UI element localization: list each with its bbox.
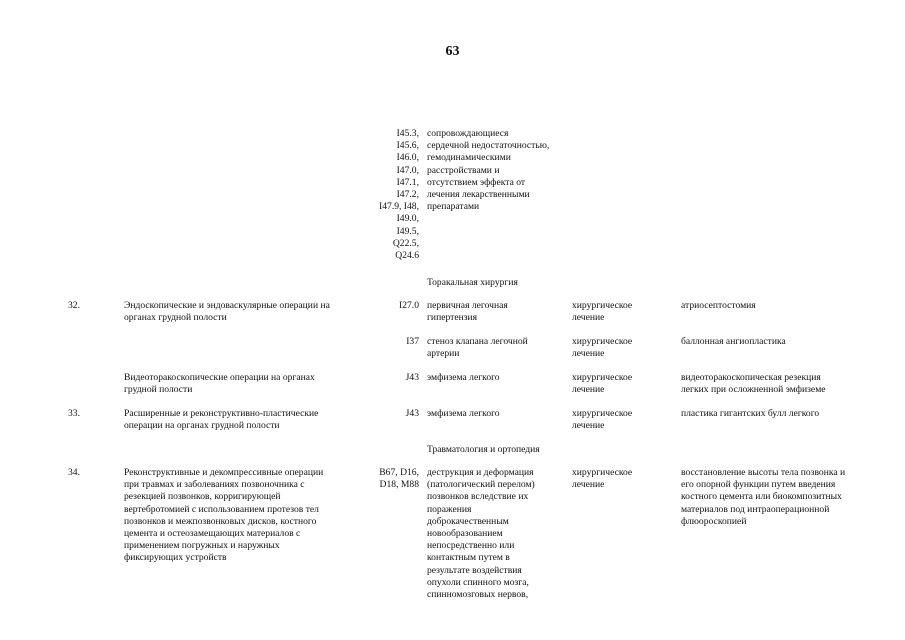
treatment-method: восстановление высоты тела позвонка и его опорной функции путем введения костного цемента или биокомпозитных материалов под интраоперационной флюороскопией [681, 467, 846, 527]
treatment-type: хирургическое лечение [572, 372, 633, 396]
procedure-group-name: Видеоторакоскопические операции на органах грудной полости [124, 372, 315, 396]
procedure-group-name: Эндоскопические и эндоваскулярные операции на органах грудной полости [124, 300, 330, 324]
treatment-type: хирургическое лечение [572, 408, 633, 432]
procedure-group-name: Реконструктивные и декомпрессивные операции при травмах и заболеваниях позвоночника с резекцией позвонков, корригирующей вертебротомией с использованием протезов тел позвонков и межпозвонковых дисков, костного цемента и остеозамещающих материалов с применением погружных и наружных фиксирующих устройств [124, 467, 324, 564]
row-number: 34. [68, 467, 80, 478]
treatment-method: видеоторакоскопическая резекция легких при осложненной эмфиземе [681, 372, 826, 396]
treatment-type: хирургическое лечение [572, 300, 633, 324]
treatment-method: пластика гигантских булл легкого [681, 408, 820, 419]
diagnosis-code: J43 [405, 408, 419, 419]
diagnosis-code: I27.0 [399, 300, 419, 311]
patient-model-continued: сопровождающиеся сердечной недостаточностью, гемодинамическими расстройствами и отсутствием эффекта от лечения лекарственными препаратами [427, 128, 550, 213]
patient-model: деструкция и деформация (патологический перелом) позвонков вследствие их поражения доброкачественным новообразованием непосредственно или контактным путем в результате воздействия опухоли спинного мозга, спинномозговых нервов, [427, 467, 535, 601]
section-heading-trauma: Травматология и ортопедия [427, 444, 540, 455]
procedure-group-name: Расширенные и реконструктивно-пластические операции на органах грудной полости [124, 408, 319, 432]
patient-model: стеноз клапана легочной артерии [427, 336, 528, 360]
patient-model: эмфизема легкого [427, 408, 500, 419]
diagnosis-code: J43 [405, 372, 419, 383]
patient-model: эмфизема легкого [427, 372, 500, 383]
patient-model: первичная легочная гипертензия [427, 300, 508, 324]
treatment-method: баллонная ангиопластика [681, 336, 786, 347]
treatment-type: хирургическое лечение [572, 336, 633, 360]
diagnosis-code: B67, D16, D18, M88 [379, 467, 419, 491]
diagnosis-code: I37 [406, 336, 419, 347]
page-number: 63 [445, 44, 460, 59]
section-heading-thoracic: Торакальная хирургия [427, 277, 518, 288]
treatment-type: хирургическое лечение [572, 467, 633, 491]
row-number: 32. [68, 300, 80, 311]
diagnosis-codes-continued: I45.3, I45.6, I46.0, I47.0, I47.1, I47.2, I47.9, I48, I49.0, I49.5, Q22.5, Q24.6 [379, 128, 419, 262]
treatment-method: атриосептостомия [681, 300, 756, 311]
row-number: 33. [68, 408, 80, 419]
